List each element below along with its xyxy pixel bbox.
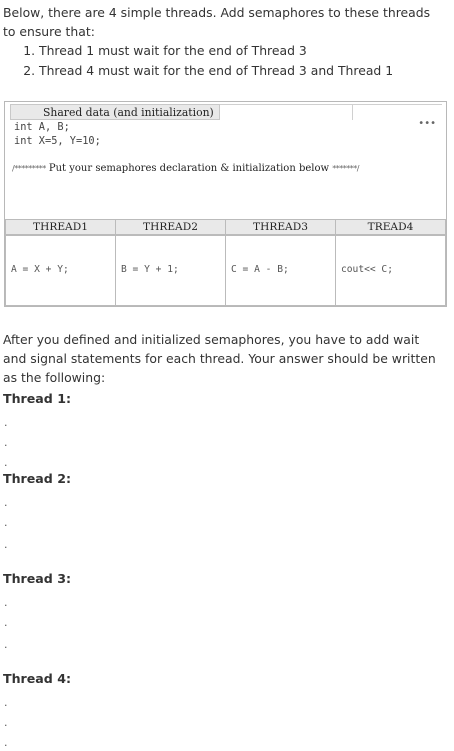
bullet: . [4,716,8,729]
thread1-cell [5,235,116,306]
requirements-list [3,41,443,81]
thread3-code: C = A - B; [231,264,289,275]
bullet: . [4,516,8,529]
thread2-answer-label: Thread 2: [3,471,72,486]
bullet: . [4,596,8,609]
bullet: . [4,416,8,429]
comment-text: Put your semaphores declaration & initialization below [45,163,333,174]
instructions-paragraph: After you defined and initialized semaphores, you have to add wait and signal statements for each thread. Your answer should be written as the following: [3,332,436,385]
intro-section [3,3,443,81]
code-line: int A, B; [14,121,70,133]
code-line: int X=5, Y=10; [14,135,101,147]
bullet: . [4,436,8,449]
shared-data-title: Shared data (and initialization) [10,104,220,120]
thread4-answer-label: Thread 4: [3,671,72,686]
bullet: . [4,638,8,651]
semaphore-comment [12,163,359,174]
bullet: . [4,696,8,709]
bullet: . [4,616,8,629]
threads-table-image [4,101,447,307]
more-options-icon[interactable]: ••• [418,118,436,129]
bullet: . [4,538,8,551]
intro-text: Below, there are 4 simple threads. Add semaphores to these threads to ensure that: [3,5,431,39]
requirement-item: 1. Thread 1 must wait for the end of Thread 3 [39,41,443,61]
thread1-code: A = X + Y; [11,264,69,275]
thread1-answer-label: Thread 1: [3,391,72,406]
bullet: . [4,456,8,469]
comment-suffix: *******/ [332,164,359,173]
thread4-code: cout<< C; [341,264,393,275]
table-top-border [220,104,442,121]
thread2-cell [115,235,226,306]
bullet: . [4,736,8,749]
thread2-header: THREAD2 [115,219,226,235]
bullet: . [4,496,8,509]
thread4-header: TREAD4 [335,219,446,235]
thread4-cell [335,235,446,306]
requirement-item: 2. Thread 4 must wait for the end of Thread 3 and Thread 1 [39,61,443,81]
comment-prefix: /********* [12,164,46,173]
thread1-header: THREAD1 [5,219,116,235]
thread3-header: THREAD3 [225,219,336,235]
thread3-cell [225,235,336,306]
thread2-code: B = Y + 1; [121,264,179,275]
thread3-answer-label: Thread 3: [3,571,72,586]
